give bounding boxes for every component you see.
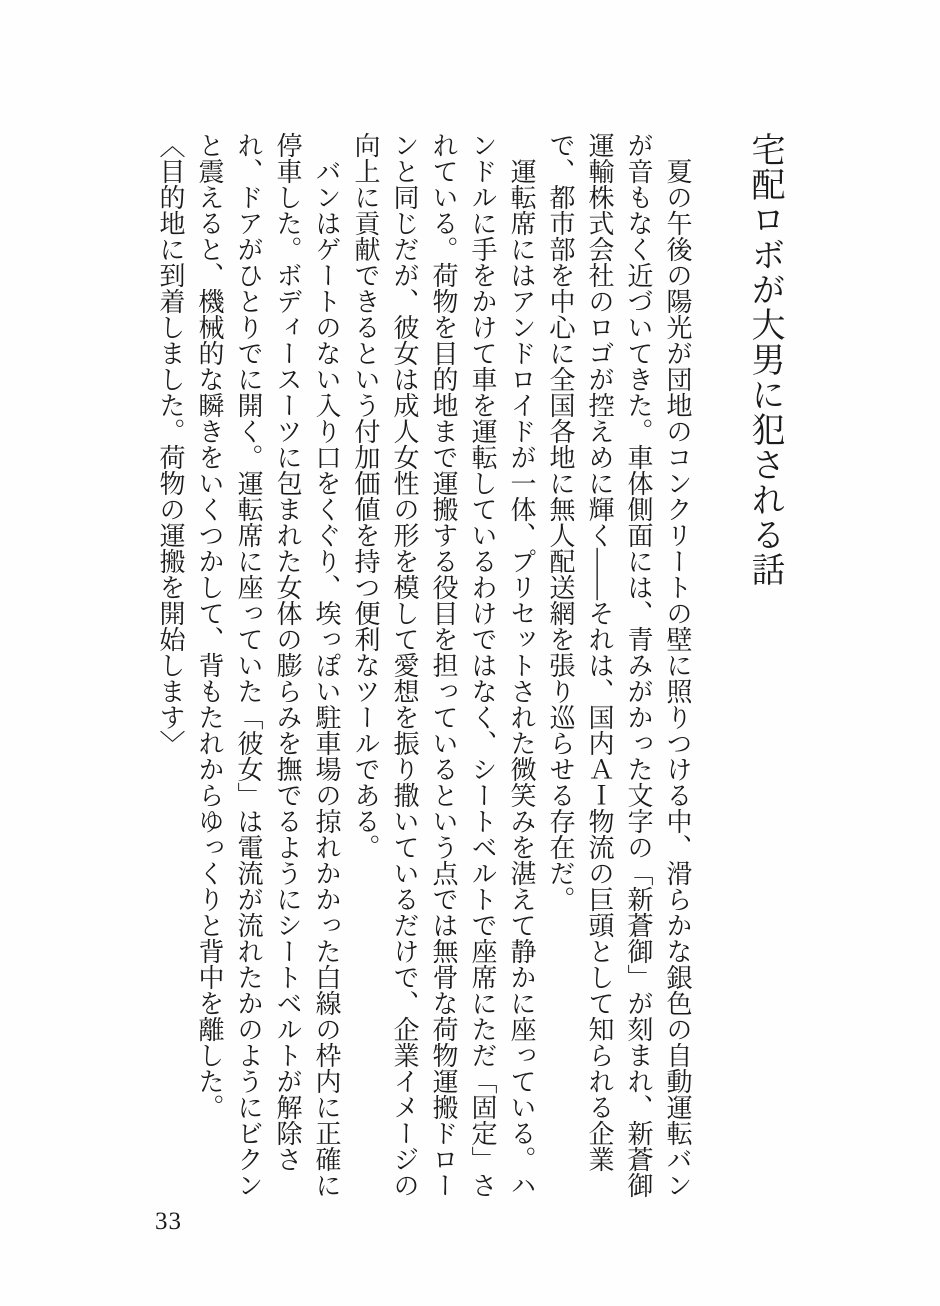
- paragraph-system-message: 〈目的地に到着しました。荷物の運搬を開始します〉: [156, 132, 185, 756]
- page-number: 33: [155, 1208, 182, 1235]
- vertical-text-block: [151, 132, 783, 1204]
- story-title: 宅配ロボが大男に犯される話: [746, 132, 783, 587]
- paragraph-3: バンはゲートのない入り口をくぐり、埃っぽい駐車場の掠れかかった白線の枠内に正確に停車した。ボディースーツに包まれた女体の膨らみを撫でるようにシートベルトが解除され、ドアがひとりでに開く。運転席に座っていた「彼女」は電流が流れたかのようにビクンと震えると、機械的な瞬きをいくつかして、背もたれからゆっくりと背中を離した。: [195, 132, 341, 1198]
- paragraph-1: 夏の午後の陽光が団地のコンクリートの壁に照りつける中、滑らかな銀色の自動運転バンが音もなく近づいてきた。車体側面には、青みがかった文字の「新蒼御」が刻まれ、新蒼御運輸株式会社のロゴが控えめに輝く――それは、国内ＡＩ物流の巨頭として知られる企業で、都市部を中心に全国各地に無人配送網を張り巡らせる存在だ。: [546, 132, 692, 1198]
- paragraph-2: 運転席にはアンドロイドが一体、プリセットされた微笑みを湛えて静かに座っている。ハンドルに手をかけて車を運転しているわけではなく、シートベルトで座席にただ「固定」されている。荷物を目的地まで運搬する役目を担っているという点では無骨な荷物運搬ドローンと同じだが、彼女は成人女性の形を模して愛想を振り撒いているだけで、企業イメージの向上に貢献できるという付加価値を持つ便利なツールである。: [351, 132, 536, 1198]
